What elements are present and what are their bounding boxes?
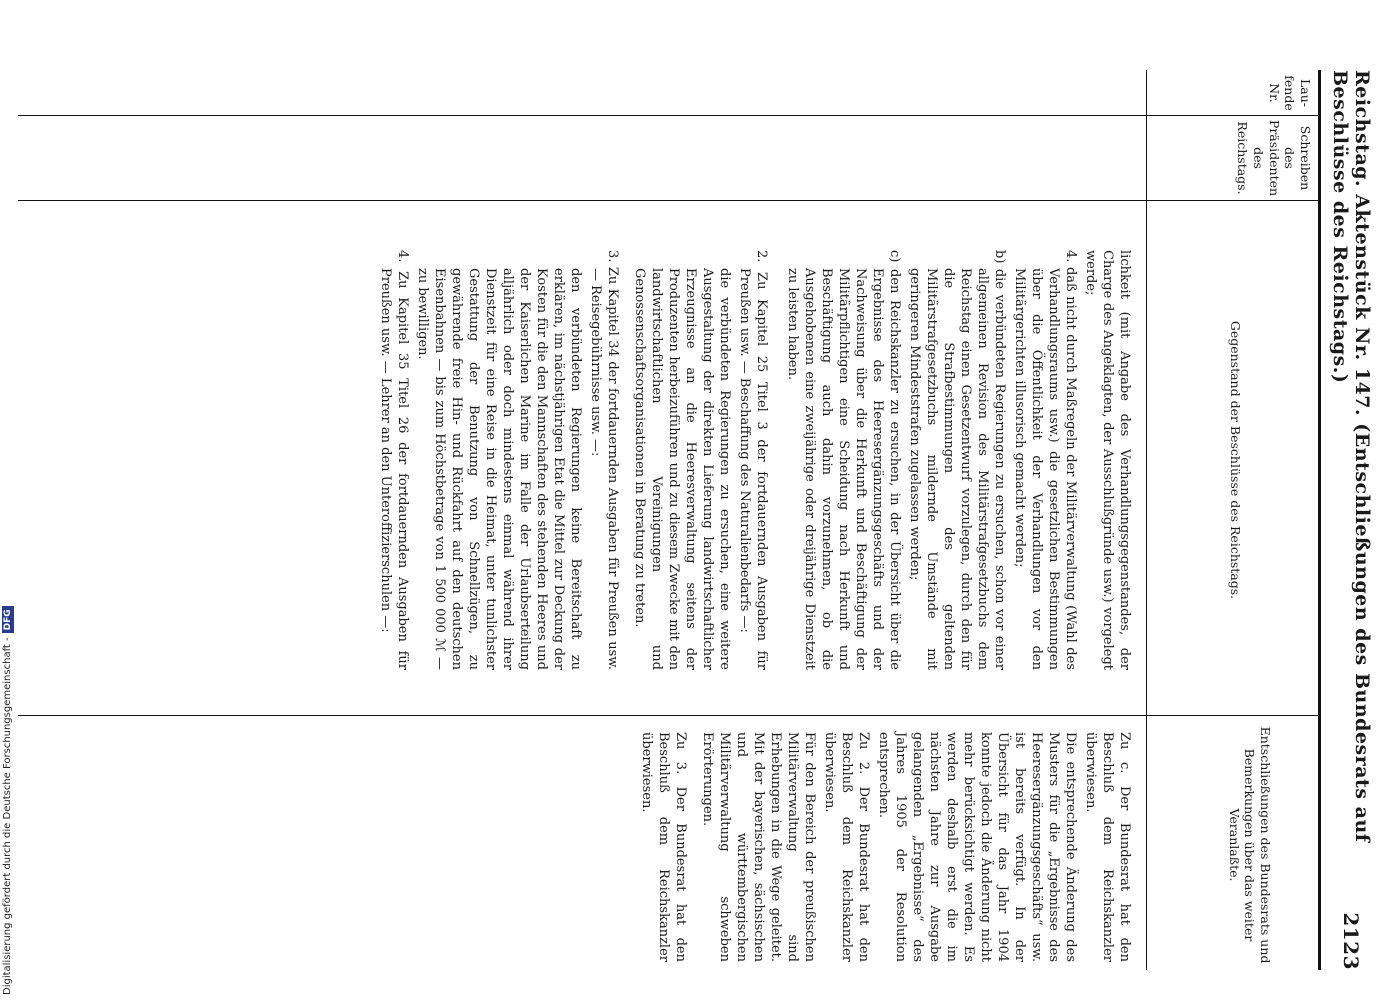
- paragraph: 4. daß nicht durch Maßregeln der Militärverwaltung (Wahl des Verhandlungsraums usw.) die gesetzlichen Bestimmungen über die Öffentlichkeit der Verhandlungen vor den Militärgerichten illusorisch gemacht werden;: [1012, 250, 1078, 670]
- column-header-letter: Schreiben des Präsidenten des Reichstags.: [1235, 119, 1313, 197]
- paragraph: 3. Zu Kapitel 34 der fortdauernden Ausgaben für Preußen usw. — Reisegebührnisse usw. —:: [588, 250, 620, 670]
- column-header-rule: [1146, 70, 1147, 970]
- digitization-credit: [2, 606, 14, 995]
- paragraph: b) die verbündeten Regierungen zu ersuchen, schon vor einer allgemeinen Revision des Militärstrafgesetzbuchs dem Reichstag einen Gesetzentwurf vorzulegen, durch den für die Strafbestimmungen des geltenden Militärstrafgesetzbuchs mildernde Umstände mit geringeren Mindeststrafen zugelassen werden;: [907, 250, 1007, 670]
- paragraph: 2. Zu Kapitel 25 Titel 3 der fortdauernden Ausgaben für Preußen usw. — Beschaffung des Naturalienbedarfs —:: [737, 250, 769, 670]
- remark: Zu 2. Der Bundesrat hat den Beschluß dem Reichskanzler überwiesen.: [822, 732, 871, 962]
- remark: Zu 3. Der Bundesrat hat den Beschluß dem Reichskanzler überwiesen.: [639, 732, 688, 962]
- column-divider-1: [18, 115, 1321, 116]
- column-divider-3: [18, 715, 1321, 716]
- column-header-number: Lau-fende Nr.: [1266, 75, 1313, 111]
- column-divider-2: [18, 200, 1321, 201]
- paragraph: lichkeit (mit Angabe des Verhandlungsgegenstandes, der Charge des Angeklagten, der Ausschlußgründe usw.) vorgelegt werde;: [1083, 250, 1132, 670]
- header-rule: [1318, 70, 1321, 970]
- column-header-decision: Entschließungen des Bundesrats und Bemerkungen über das weiter Veranlaßte.: [1226, 726, 1273, 964]
- remark: Zu c. Der Bundesrat hat den Beschluß dem Reichskanzler überwiesen.: [1083, 732, 1132, 962]
- paragraph: c) den Reichskanzler zu ersuchen, in der Übersicht über die Ergebnisse des Heeresergänzungsgeschäfts und der Nachweisung über die Herkunft und Beschäftigung der Militärpflichtigen eine Scheidung nach Herkunft und Beschäftigung auch dahin vorzunehmen, ob die Ausgehobenen eine zweijährige oder dreijährige Dienstzeit zu leisten haben.: [785, 250, 902, 670]
- running-title: Reichstag. Aktenstück Nr. 147. (Entschließungen des Bundesrats auf Beschlüsse des Reichstags.): [1329, 70, 1373, 843]
- dfg-logo-icon: DFG: [2, 606, 14, 633]
- paragraph: den verbündeten Regierungen keine Bereitschaft zu erklären, im nächstjährigen Etat die Mittel zur Deckung der Kosten für die den Mannschaften des stehenden Heeres und der Kaiserlichen Marine im Falle der Urlaubserteilung alljährlich oder doch mindestens einmal während ihrer Dienstzeit für eine Reise in die Heimat, unter tunlichster Gestattung der Benutzung von Schnellzügen, zu gewährende freie Hin- und Rückfahrt auf den deutschen Eisenbahnen — bis zum Höchstbetrage von 1 500 000 ℳ — zu bewilligen.: [415, 268, 583, 670]
- page-number: 2123: [1339, 912, 1363, 970]
- remark: Die entsprechende Änderung des Musters für die „Ergebnisse des Heeresergänzungsgeschäfts“ usw. ist bereits verfügt. In der Übersicht für das Jahr 1904 konnte jedoch die Änderung nicht mehr berücksichtigt werden. Es werden deshalb erst die im nächsten Jahre zur Ausgabe gelangenden „Ergebnisse“ des Jahres 1905 der Resolution entsprechen.: [876, 732, 1078, 962]
- remark: Für den Bereich der preußischen Militärverwaltung sind Erhebungen in die Wege geleitet. Mit der bayerischen, sächsischen und württembergischen Militärverwaltung schweben Erörterungen.: [700, 732, 817, 962]
- paragraph: die verbündeten Regierungen zu ersuchen, eine weitere Ausgestaltung der direkten Lieferung landwirtschaftlicher Erzeugnisse an die Heeresverwaltung seitens der Produzenten herbeizuführen und zu diesem Zwecke mit den landwirtschaftlichen Vereinigungen und Genossenschaftsorganisationen in Beratung zu treten.: [632, 268, 732, 670]
- page-header: [1329, 70, 1373, 970]
- decision-text: [635, 732, 1133, 962]
- resolution-text: [374, 250, 1133, 670]
- column-header-subject: Gegenstand der Beschlüsse des Reichstags.: [1228, 320, 1243, 600]
- paragraph: 4. Zu Kapitel 35 Titel 26 der fortdauernden Ausgaben für Preußen usw. — Lehrer an den Unteroffizierschulen —:: [378, 250, 410, 670]
- credit-text: Digitalisierung gefördert durch die Deutsche Forschungsgemeinschaft -: [2, 637, 13, 995]
